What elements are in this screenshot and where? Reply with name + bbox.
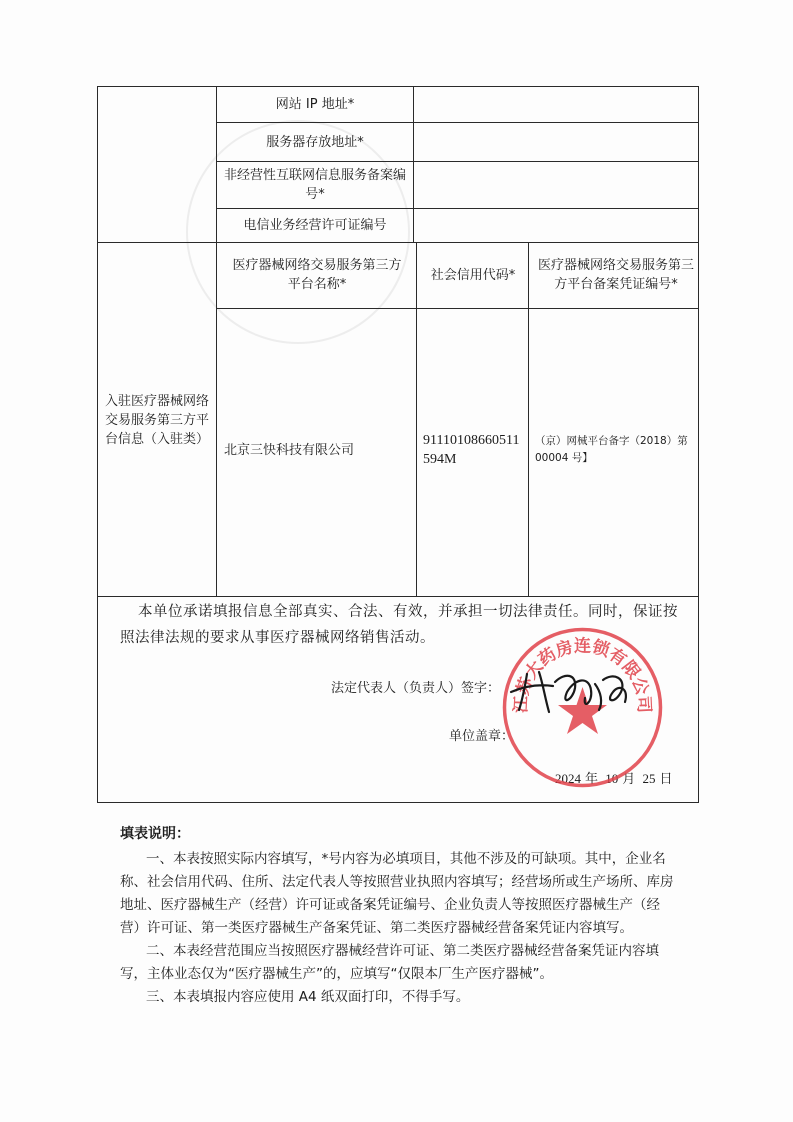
entry-credit-code: 91110108660511594M bbox=[423, 433, 520, 467]
table-line bbox=[97, 596, 699, 597]
date-year: 2024 bbox=[555, 771, 581, 786]
entry-filing-number: （京）网械平台备字（2018）第00004 号】 bbox=[535, 435, 688, 464]
seal-text: 江苏大药房连锁有限公司 bbox=[511, 636, 654, 714]
table-line bbox=[97, 242, 699, 243]
server-address-label: 服务器存放地址* bbox=[266, 134, 364, 150]
site-ip-value bbox=[414, 86, 699, 122]
table-line bbox=[216, 86, 217, 596]
server-address-value bbox=[414, 123, 699, 161]
form-instructions bbox=[120, 823, 680, 1009]
header-platform-name: 医疗器械网络交易服务第三方平台名称* bbox=[232, 258, 402, 292]
date-day: 25 bbox=[642, 771, 656, 786]
date-month: 10 bbox=[605, 771, 619, 786]
signature-label: 法定代表人（负责人）签字： bbox=[331, 681, 501, 696]
table-line bbox=[416, 242, 417, 596]
handwritten-signature bbox=[505, 662, 635, 717]
site-ip-label: 网站 IP 地址* bbox=[275, 96, 355, 112]
instructions-title: 填表说明： bbox=[120, 826, 190, 842]
table-line bbox=[216, 308, 699, 309]
seal-label: 单位盖章： bbox=[449, 729, 515, 744]
instruction-item: 三、本表填报内容应使用 A4 纸双面打印，不得手写。 bbox=[146, 989, 470, 1005]
telecom-license-value bbox=[414, 209, 699, 242]
date-month-unit: 月 bbox=[622, 771, 636, 786]
table-line bbox=[528, 242, 529, 596]
icp-filing-value bbox=[414, 162, 699, 208]
icp-filing-label: 非经营性互联网信息服务备案编号* bbox=[223, 168, 406, 202]
date-year-unit: 年 bbox=[585, 771, 599, 786]
header-filing-number: 医疗器械网络交易服务第三方平台备案凭证编号* bbox=[537, 258, 694, 292]
telecom-license-label: 电信业务经营许可证编号 bbox=[243, 218, 387, 233]
instruction-item: 一、本表按照实际内容填写，*号内容为必填项目，其他不涉及的可缺项。其中，企业名称、社会信用代码、住所、法定代表人等按照营业执照内容填写；经营场所或生产场所、库房地址、医疗器械生产（经营）许可证或备案凭证编号、企业负责人等按照医疗器械生产（经营）许可证、第一类医疗器械生产备案凭证、第二类医疗器械经营备案凭证内容填写。 bbox=[120, 851, 674, 936]
commitment-text: 本单位承诺填报信息全部真实、合法、有效，并承担一切法律责任。同时，保证按照法律法规的要求从事医疗器械网络销售活动。 bbox=[120, 604, 678, 646]
platform-section-label: 入驻医疗器械网络交易服务第三方平台信息（入驻类） bbox=[104, 393, 209, 447]
instruction-item: 二、本表经营范围应当按照医疗器械经营许可证、第二类医疗器械经营备案凭证内容填写，主体业态仅为“医疗器械生产”的，应填写“仅限本厂生产医疗器械”。 bbox=[120, 943, 659, 982]
entry-platform-name: 北京三快科技有限公司 bbox=[224, 442, 355, 458]
date-day-unit: 日 bbox=[659, 771, 673, 786]
header-credit-code: 社会信用代码* bbox=[430, 267, 516, 283]
